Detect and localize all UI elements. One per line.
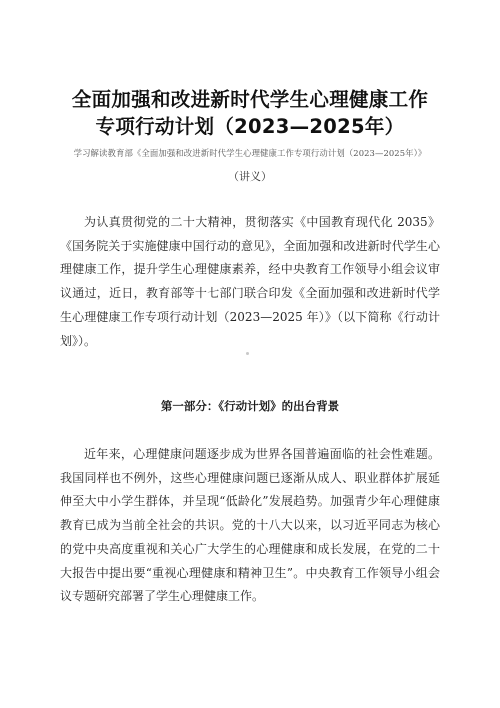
intro-paragraph: 为认真贯彻党的二十大精神，贯彻落实《中国教育现代化 2035》《国务院关于实施健康中国行动的意见》，全面加强和改进新时代学生心理健康工作，提升学生心理健康素养，经中央教育工作领导小组会议审议通过，近日，教育部等十七部门联合印发《全面加强和改进新时代学生心理健康工作专项行动计划（2023—2025 年）》（以下简称《行动计划》）。 bbox=[60, 215, 440, 348]
document-subtitle: 学习解读教育部《全面加强和改进新时代学生心理健康工作专项行动计划（2023—2025年）》 bbox=[73, 148, 427, 158]
background-paragraph: 近年来，心理健康问题逐步成为世界各国普遍面临的社会性难题。我国同样也不例外，这些心理健康问题已逐渐从成人、职业群体扩展延伸至大中小学生群体，并呈现“低龄化”发展趋势。加强青少年心理健康教育已成为当前全社会的共识。党的十八大以来，以习近平同志为核心的党中央高度重视和关心广大学生的心理健康和成长发展，在党的二十大报告中提出要“重视心理健康和精神卫生”。中央教育工作领导小组会议专题研究部署了学生心理健康工作。 bbox=[60, 447, 440, 604]
document-title-line-1: 全面加强和改进新时代学生心理健康工作 bbox=[71, 88, 429, 111]
lecture-label: （讲义） bbox=[228, 170, 272, 183]
document-title-line-2: 专项行动计划（2023—2025年） bbox=[95, 115, 405, 138]
scan-dot-mark bbox=[246, 352, 249, 355]
section-heading: 第一部分：《行动计划》的出台背景 bbox=[160, 399, 340, 413]
